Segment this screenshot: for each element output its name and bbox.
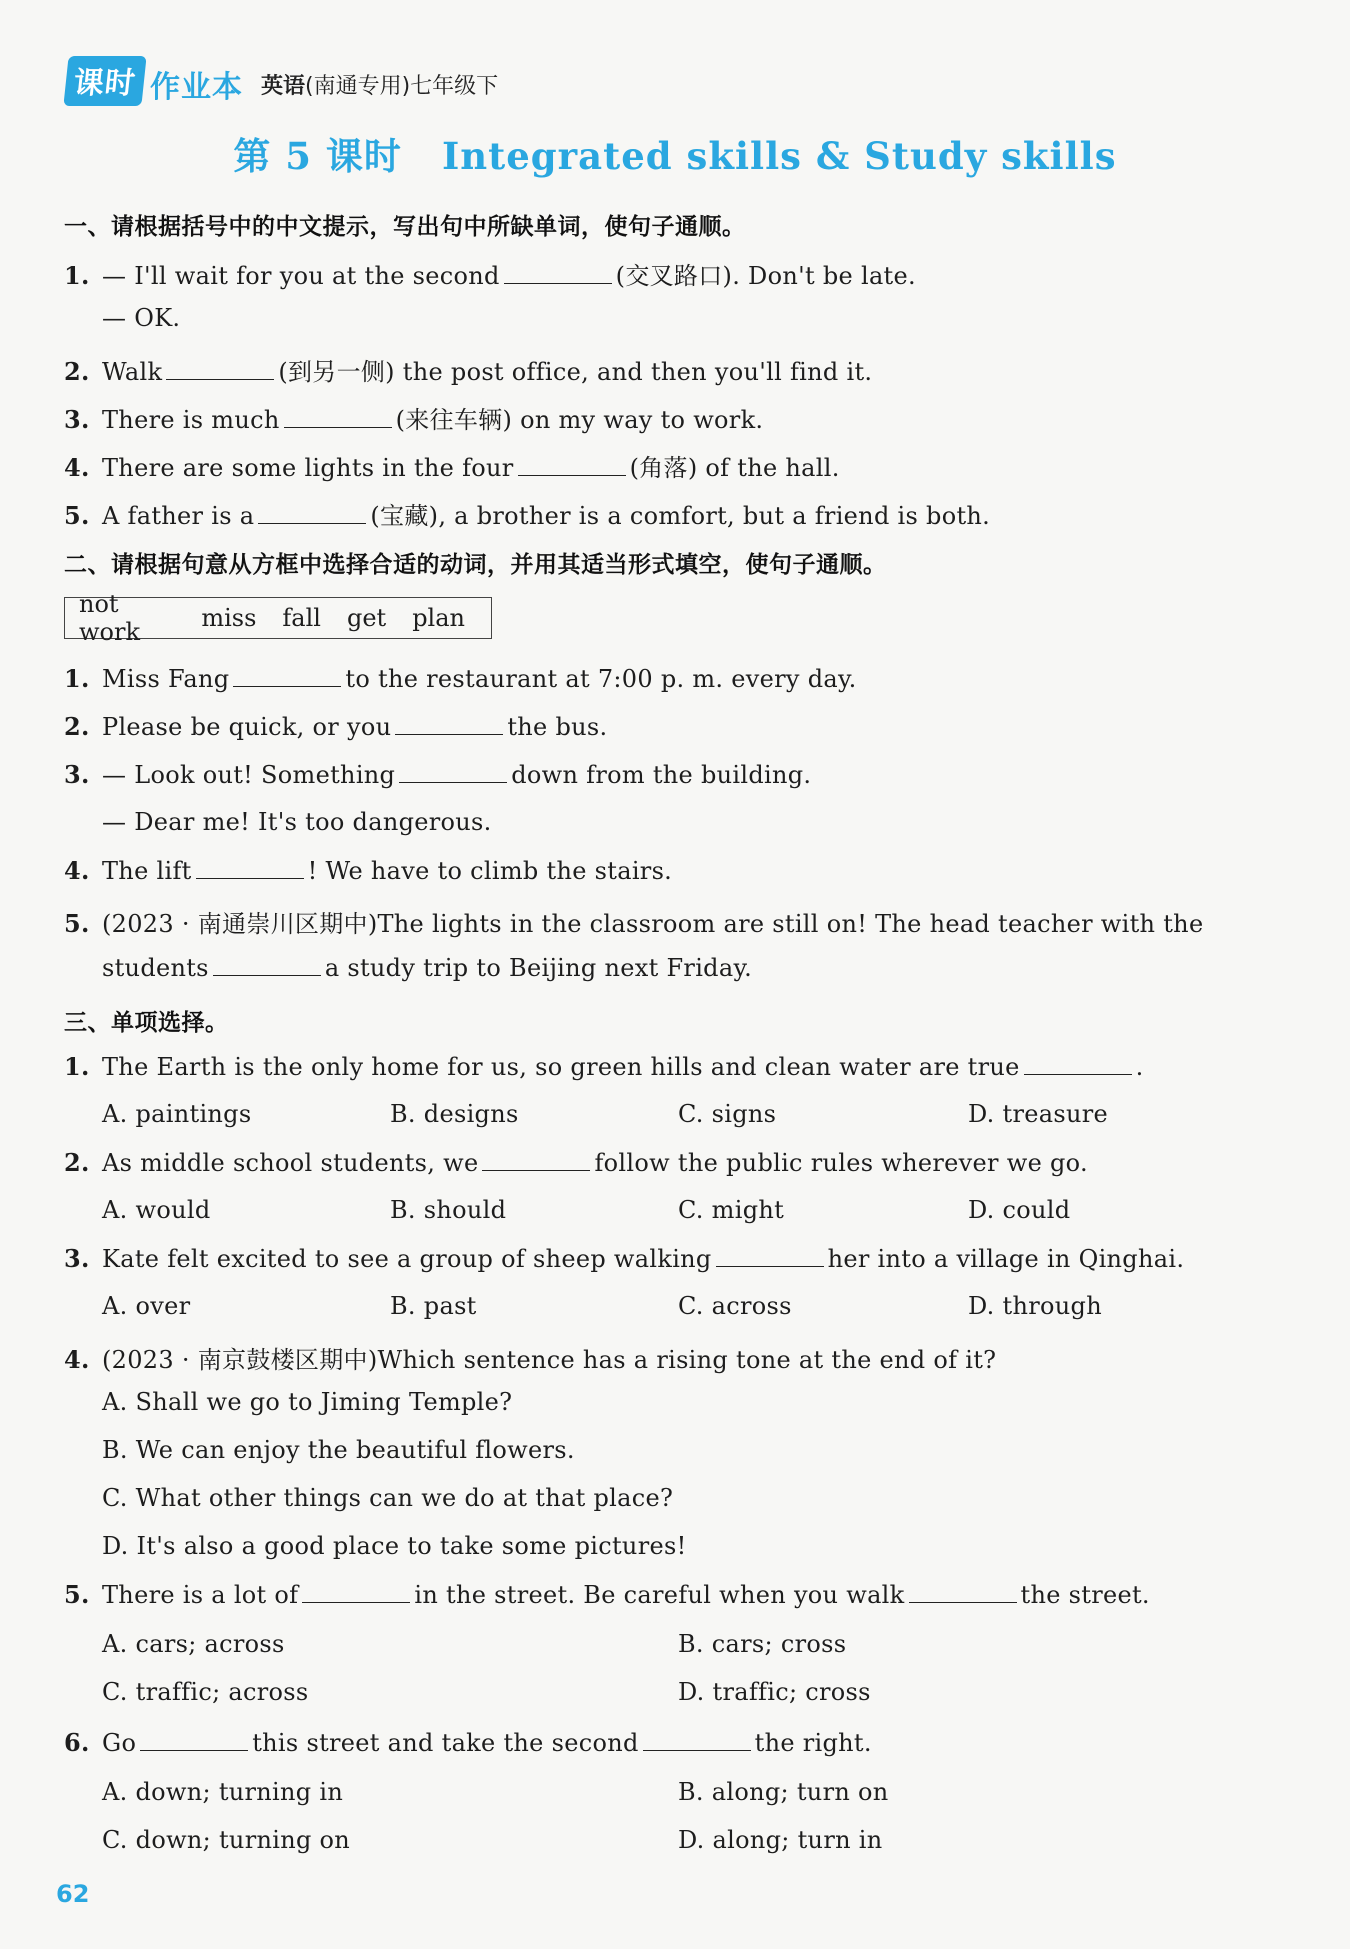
s1-item-5: 5. A father is a (宝藏), a brother is a comfort, but a friend is both. bbox=[64, 501, 991, 530]
option-a[interactable]: A. cars; across bbox=[102, 1630, 285, 1658]
option-a[interactable]: A. over bbox=[102, 1292, 191, 1320]
s3-q5: 5. There is a lot of in the street. Be careful when you walk the street. bbox=[64, 1580, 1150, 1609]
answer-blank[interactable] bbox=[196, 858, 304, 879]
answer-blank[interactable] bbox=[258, 503, 366, 524]
s2-item-5: 5. (2023 · 南通崇川区期中)The lights in the classroom are still on! The head teacher with the bbox=[64, 909, 1204, 938]
option-c[interactable]: C. traffic; across bbox=[102, 1678, 309, 1706]
s1-item-1-reply: — OK. bbox=[102, 304, 181, 332]
option-d[interactable]: D. along; turn in bbox=[678, 1826, 883, 1854]
option-a[interactable]: A. would bbox=[102, 1196, 211, 1224]
s3-q4: 4. (2023 · 南京鼓楼区期中)Which sentence has a rising tone at the end of it? bbox=[64, 1345, 997, 1374]
option-d[interactable]: D. traffic; cross bbox=[678, 1678, 871, 1706]
s2-item-5-cont: students a study trip to Beijing next Friday. bbox=[102, 954, 753, 982]
s2-item-1: 1. Miss Fang to the restaurant at 7:00 p. m. every day. bbox=[64, 664, 857, 693]
s1-item-1: 1. — I'll wait for you at the second (交叉路口). Don't be late. bbox=[64, 261, 916, 290]
s3-q6: 6. Go this street and take the second the right. bbox=[64, 1728, 872, 1757]
option-a[interactable]: A. down; turning in bbox=[102, 1778, 344, 1806]
s1-item-3: 3. There is much (来往车辆) on my way to work. bbox=[64, 405, 764, 434]
option-c[interactable]: C. signs bbox=[678, 1100, 777, 1128]
answer-blank[interactable] bbox=[482, 1150, 590, 1171]
option-c[interactable]: C. What other things can we do at that place? bbox=[102, 1484, 674, 1512]
word-option: get bbox=[346, 604, 387, 632]
s1-item-4: 4. There are some lights in the four (角落) of the hall. bbox=[64, 453, 840, 482]
word-option: fall bbox=[282, 604, 321, 632]
answer-blank[interactable] bbox=[518, 455, 626, 476]
s2-item-2: 2. Please be quick, or you the bus. bbox=[64, 712, 608, 741]
word-box bbox=[64, 590, 492, 646]
answer-blank[interactable] bbox=[302, 1582, 410, 1603]
option-d[interactable]: D. through bbox=[968, 1292, 1102, 1320]
section3-heading: 三、单项选择。 bbox=[64, 1010, 229, 1036]
option-a[interactable]: A. paintings bbox=[102, 1100, 252, 1128]
s2-item-3: 3. — Look out! Something down from the building. bbox=[64, 760, 812, 789]
subject-label: 英语(南通专用)七年级下 bbox=[261, 74, 499, 99]
answer-blank[interactable] bbox=[909, 1582, 1017, 1603]
header bbox=[66, 62, 498, 106]
answer-blank[interactable] bbox=[643, 1730, 751, 1751]
option-b[interactable]: B. cars; cross bbox=[678, 1630, 847, 1658]
s1-item-2: 2. Walk (到另一侧) the post office, and then you'll find it. bbox=[64, 357, 873, 386]
option-b[interactable]: B. should bbox=[390, 1196, 507, 1224]
option-c[interactable]: C. down; turning on bbox=[102, 1826, 351, 1854]
option-c[interactable]: C. might bbox=[678, 1196, 785, 1224]
s3-q2: 2. As middle school students, we follow the public rules wherever we go. bbox=[64, 1148, 1088, 1177]
option-a[interactable]: A. Shall we go to Jiming Temple? bbox=[102, 1388, 513, 1416]
answer-blank[interactable] bbox=[1024, 1054, 1132, 1075]
answer-blank[interactable] bbox=[284, 407, 392, 428]
logo-text: 作业本 bbox=[150, 70, 243, 105]
answer-blank[interactable] bbox=[399, 762, 507, 783]
page-number: 62 bbox=[56, 1880, 90, 1908]
answer-blank[interactable] bbox=[166, 359, 274, 380]
answer-blank[interactable] bbox=[233, 666, 341, 687]
option-d[interactable]: D. treasure bbox=[968, 1100, 1109, 1128]
answer-blank[interactable] bbox=[716, 1246, 824, 1267]
word-option: miss bbox=[201, 604, 257, 632]
answer-blank[interactable] bbox=[504, 263, 612, 284]
option-d[interactable]: D. could bbox=[968, 1196, 1071, 1224]
word-option: plan bbox=[412, 604, 465, 632]
answer-blank[interactable] bbox=[213, 955, 321, 976]
section1-heading: 一、请根据括号中的中文提示，写出句中所缺单词，使句子通顺。 bbox=[64, 214, 746, 240]
option-b[interactable]: B. along; turn on bbox=[678, 1778, 889, 1806]
s2-item-4: 4. The lift ! We have to climb the stairs. bbox=[64, 856, 673, 885]
option-c[interactable]: C. across bbox=[678, 1292, 792, 1320]
s3-q3: 3. Kate felt excited to see a group of sheep walking her into a village in Qinghai. bbox=[64, 1244, 1185, 1273]
option-b[interactable]: B. We can enjoy the beautiful flowers. bbox=[102, 1436, 575, 1464]
option-b[interactable]: B. designs bbox=[390, 1100, 519, 1128]
option-b[interactable]: B. past bbox=[390, 1292, 477, 1320]
lesson-title: 第 5 课时 Integrated skills & Study skills bbox=[233, 134, 1117, 178]
s3-q1: 1. The Earth is the only home for us, so green hills and clean water are true . bbox=[64, 1052, 1144, 1081]
answer-blank[interactable] bbox=[395, 714, 503, 735]
section2-heading: 二、请根据句意从方框中选择合适的动词，并用其适当形式填空，使句子通顺。 bbox=[64, 552, 887, 578]
option-d[interactable]: D. It's also a good place to take some pictures! bbox=[102, 1532, 687, 1560]
s2-item-3-reply: — Dear me! It's too dangerous. bbox=[102, 808, 492, 836]
logo-badge: 课时 bbox=[63, 56, 146, 106]
answer-blank[interactable] bbox=[140, 1730, 248, 1751]
word-option: not work bbox=[79, 590, 141, 646]
